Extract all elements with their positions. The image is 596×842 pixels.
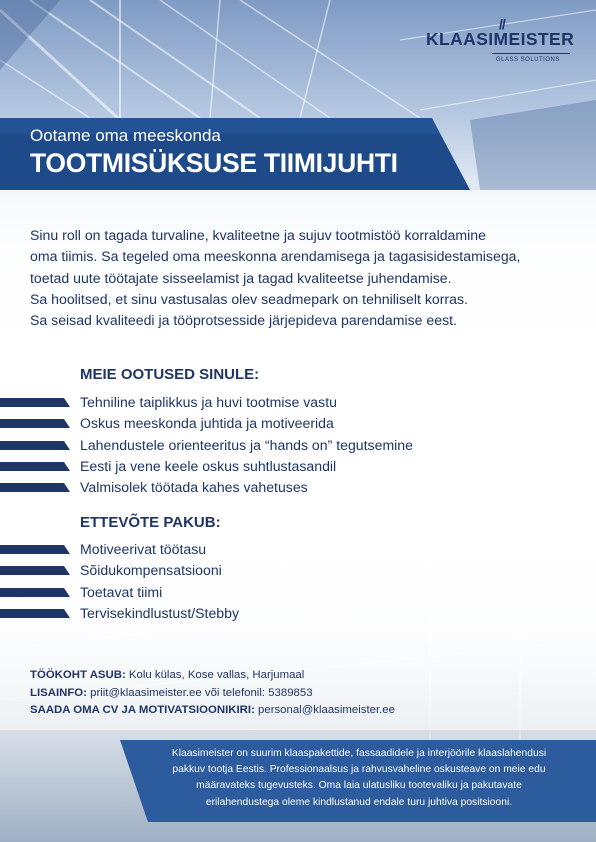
offers-list	[0, 539, 239, 624]
location-label: TÖÖKOHT ASUB:	[30, 669, 126, 681]
list-item	[0, 560, 239, 581]
header-kicker: Ootame oma meeskonda	[30, 126, 221, 145]
logo-slashes: //	[499, 16, 505, 32]
location-value: Kolu külas, Kose vallas, Harjumaal	[125, 669, 305, 681]
intro-line: toetad uute töötajate sisseelamist ja tagad kvaliteetse juhendamise.	[30, 269, 452, 286]
bullet-bar-icon	[0, 545, 70, 554]
list-item-text: Tervisekindlustust/Stebby	[80, 604, 240, 621]
logo-name: KLAASIMEISTER	[426, 29, 575, 49]
footer-line: pakkuv tootja Eestis. Professionaalsus ja rahvusvaheline oskusteave on meie edu	[172, 764, 546, 776]
list-item	[0, 603, 239, 624]
list-item	[0, 435, 413, 456]
bullet-bar-icon	[0, 441, 70, 450]
company-logo	[426, 16, 576, 64]
info-label: LISAINFO:	[30, 686, 87, 699]
footer-line: erilahendustega oleme kindlustanud endale turu juhtiva positsiooni.	[205, 796, 513, 808]
list-item	[0, 392, 413, 413]
list-item-text: Eesti ja vene keele oskus suhtlustasandil	[80, 457, 337, 474]
logo-rule	[492, 53, 570, 54]
cv-line	[30, 702, 395, 720]
info-value[interactable]: priit@klaasimeister.ee või telefonil: 5389853	[86, 686, 313, 699]
intro-line: Sinu roll on tagada turvaline, kvaliteetne ja sujuv tootmistöö korraldamine	[30, 227, 486, 243]
footer-line: määravateks tugevusteks. Oma laia ulatusliku tootevaliku ja pakutavate	[196, 780, 522, 792]
offers-heading: ETTEVÕTE PAKUB:	[80, 514, 221, 531]
info-line	[30, 685, 395, 703]
page-title: TOOTMISÜKSUSE TIIMIJUHTI	[30, 148, 398, 178]
list-item	[0, 582, 239, 603]
list-item	[0, 456, 413, 477]
logo-tagline: GLASS SOLUTIONS	[496, 57, 560, 63]
contact-block	[30, 667, 395, 720]
list-item	[0, 413, 413, 434]
list-item-text: Tehniline taiplikkus ja huvi tootmise vastu	[80, 394, 337, 410]
intro-paragraph	[30, 225, 590, 331]
bullet-bar-icon	[0, 483, 70, 492]
list-item-text: Toetavat tiimi	[80, 583, 163, 600]
bullet-bar-icon	[0, 588, 70, 597]
list-item-text: Valmisolek töötada kahes vahetuses	[80, 479, 308, 496]
list-item-text: Oskus meeskonda juhtida ja motiveerida	[80, 415, 334, 432]
expectations-heading: MEIE OOTUSED SINULE:	[80, 366, 260, 383]
expectations-list	[0, 392, 413, 498]
intro-line: oma tiimis. Sa tegeled oma meeskonna arendamisega ja tagasisidestamisega,	[30, 248, 521, 265]
footer-line: Klaasimeister on suurim klaaspakettide, fassaadidele ja interjöörile klaaslahendusi	[171, 748, 547, 759]
cv-label: SAADA OMA CV JA MOTIVATSIOONIKIRI:	[30, 704, 255, 717]
location-line	[30, 667, 395, 685]
cv-email[interactable]: personal@klaasimeister.ee	[254, 704, 395, 717]
bullet-bar-icon	[0, 462, 70, 471]
intro-line: Sa hoolitsed, et sinu vastusalas olev seadmepark on tehniliselt korras.	[30, 290, 468, 307]
list-item	[0, 539, 239, 560]
list-item	[0, 477, 413, 498]
list-item-text: Sõidukompensatsiooni	[80, 562, 222, 579]
company-description	[124, 746, 594, 811]
bullet-bar-icon	[0, 566, 70, 575]
bullet-bar-icon	[0, 419, 70, 428]
list-item-text: Lahendustele orienteeritus ja “hands on” tegutsemine	[80, 436, 413, 453]
bullet-bar-icon	[0, 398, 70, 407]
list-item-text: Motiveerivat töötasu	[80, 541, 207, 557]
intro-line: Sa seisad kvaliteedi ja tööprotsesside järjepideva parendamise eest.	[30, 312, 457, 329]
bullet-bar-icon	[0, 609, 70, 618]
